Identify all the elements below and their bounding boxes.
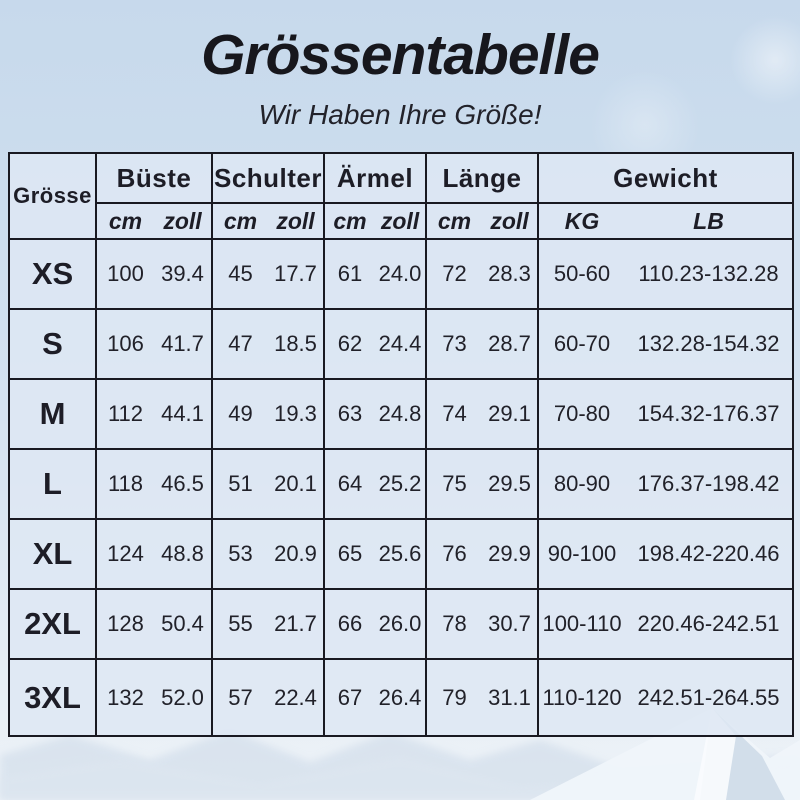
cell-laenge: 76 29.9 bbox=[426, 519, 538, 589]
cell-schulter: 55 21.7 bbox=[212, 589, 324, 659]
size-label: M bbox=[9, 379, 96, 449]
table-row-xs bbox=[9, 239, 793, 309]
cell-schulter: 57 22.4 bbox=[212, 659, 324, 736]
cell-schulter: 45 17.7 bbox=[212, 239, 324, 309]
cell-laenge: 72 28.3 bbox=[426, 239, 538, 309]
cell-gewicht: 90-100 198.42-220.46 bbox=[538, 519, 793, 589]
table-row-3xl bbox=[9, 659, 793, 736]
page-subtitle: Wir Haben Ihre Größe! bbox=[258, 99, 542, 130]
column-header-bueste: Büste bbox=[96, 153, 212, 203]
unit-cm: cm bbox=[437, 207, 472, 234]
cell-gewicht: 50-60 110.23-132.28 bbox=[538, 239, 793, 309]
unit-kg: KG bbox=[564, 207, 600, 234]
cell-aermel: 63 24.8 bbox=[324, 379, 426, 449]
cell-schulter: 51 20.1 bbox=[212, 449, 324, 519]
units-bueste bbox=[96, 203, 212, 239]
cell-aermel: 66 26.0 bbox=[324, 589, 426, 659]
cell-laenge: 73 28.7 bbox=[426, 309, 538, 379]
cell-aermel: 67 26.4 bbox=[324, 659, 426, 736]
table-row-m bbox=[9, 379, 793, 449]
cell-gewicht: 70-80 154.32-176.37 bbox=[538, 379, 793, 449]
cell-aermel: 62 24.4 bbox=[324, 309, 426, 379]
column-header-aermel: Ärmel bbox=[324, 153, 426, 203]
column-header-schulter: Schulter bbox=[212, 153, 324, 203]
cell-bueste: 118 46.5 bbox=[96, 449, 212, 519]
unit-cm: cm bbox=[108, 207, 143, 234]
unit-cm: cm bbox=[333, 207, 367, 234]
cell-bueste: 100 39.4 bbox=[96, 239, 212, 309]
column-header-gewicht: Gewicht bbox=[538, 153, 793, 203]
unit-zoll: zoll bbox=[163, 207, 202, 234]
unit-zoll: zoll bbox=[380, 207, 420, 234]
size-label: S bbox=[9, 309, 96, 379]
cell-gewicht: 100-110 220.46-242.51 bbox=[538, 589, 793, 659]
cell-bueste: 132 52.0 bbox=[96, 659, 212, 736]
cell-bueste: 124 48.8 bbox=[96, 519, 212, 589]
cell-bueste: 128 50.4 bbox=[96, 589, 212, 659]
unit-zoll: zoll bbox=[490, 207, 529, 234]
cell-gewicht: 80-90 176.37-198.42 bbox=[538, 449, 793, 519]
size-label: L bbox=[9, 449, 96, 519]
size-label: 3XL bbox=[9, 659, 96, 736]
units-schulter bbox=[212, 203, 324, 239]
cell-bueste: 112 44.1 bbox=[96, 379, 212, 449]
units-gewicht bbox=[538, 203, 793, 239]
column-header-laenge: Länge bbox=[426, 153, 538, 203]
header-row-units bbox=[9, 203, 793, 239]
cell-laenge: 74 29.1 bbox=[426, 379, 538, 449]
unit-lb: LB bbox=[693, 207, 724, 234]
cell-bueste: 106 41.7 bbox=[96, 309, 212, 379]
units-laenge bbox=[426, 203, 538, 239]
cell-aermel: 64 25.2 bbox=[324, 449, 426, 519]
cell-aermel: 65 25.6 bbox=[324, 519, 426, 589]
cell-schulter: 53 20.9 bbox=[212, 519, 324, 589]
cell-laenge: 79 31.1 bbox=[426, 659, 538, 736]
size-label: XS bbox=[9, 239, 96, 309]
table-row-2xl bbox=[9, 589, 793, 659]
header-row-groups bbox=[9, 153, 793, 203]
table-row-s bbox=[9, 309, 793, 379]
column-header-size: Grösse bbox=[9, 153, 96, 239]
table-row-xl bbox=[9, 519, 793, 589]
table-row-l bbox=[9, 449, 793, 519]
cell-gewicht: 110-120 242.51-264.55 bbox=[538, 659, 793, 736]
size-label: XL bbox=[9, 519, 96, 589]
cell-aermel: 61 24.0 bbox=[324, 239, 426, 309]
cell-laenge: 75 29.5 bbox=[426, 449, 538, 519]
page-title: Grössentabelle bbox=[201, 23, 599, 87]
unit-zoll: zoll bbox=[276, 207, 315, 234]
cell-gewicht: 60-70 132.28-154.32 bbox=[538, 309, 793, 379]
cell-schulter: 47 18.5 bbox=[212, 309, 324, 379]
size-label: 2XL bbox=[9, 589, 96, 659]
units-aermel bbox=[324, 203, 426, 239]
unit-cm: cm bbox=[223, 207, 258, 234]
cell-schulter: 49 19.3 bbox=[212, 379, 324, 449]
size-chart-table bbox=[8, 152, 794, 737]
cell-laenge: 78 30.7 bbox=[426, 589, 538, 659]
